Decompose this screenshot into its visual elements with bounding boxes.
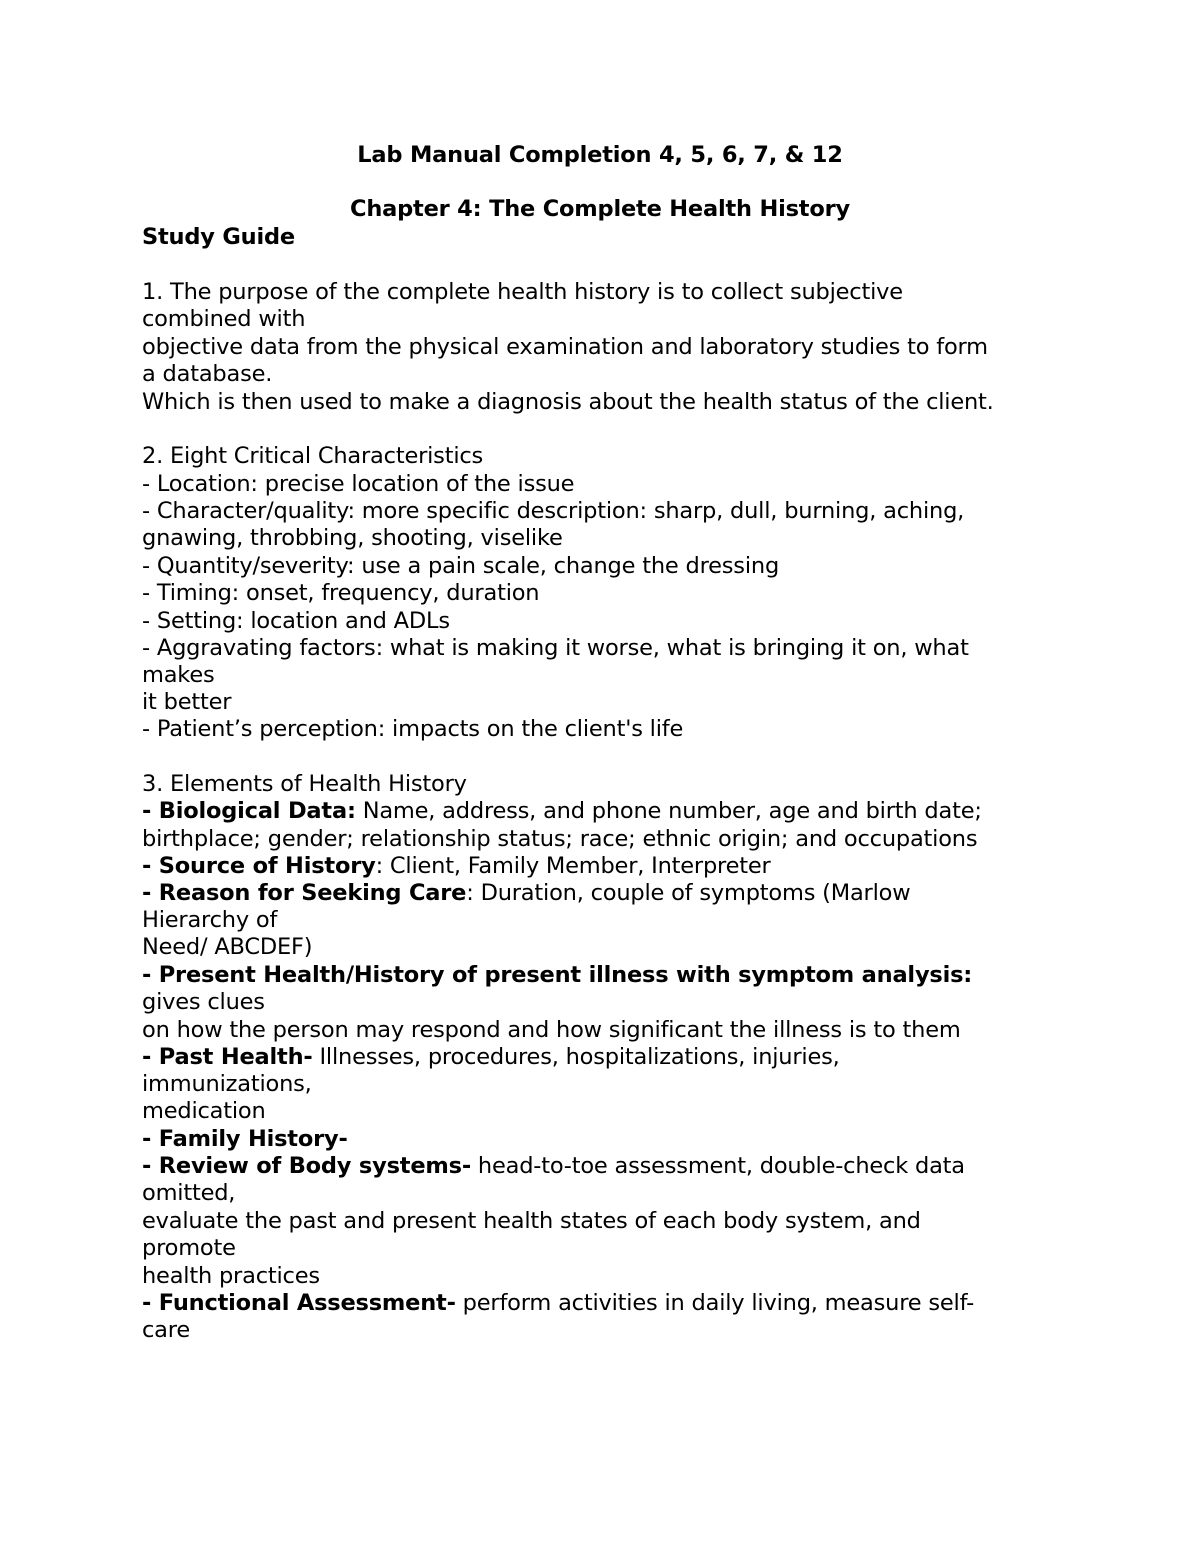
- characteristic-item: - Quantity/severity: use a pain scale, change the dressing: [142, 553, 780, 579]
- element-label: - Review of Body systems-: [142, 1153, 471, 1179]
- element-text: : Client, Family Member, Interpreter: [375, 853, 771, 879]
- study-guide-heading: Study Guide: [142, 224, 295, 250]
- element-text: head-to-toe assessment, double-check data: [470, 1153, 965, 1179]
- element-past-health: [142, 1044, 840, 1071]
- section1-line: Which is then used to make a diagnosis about the health status of the client.: [142, 389, 994, 415]
- element-text: perform activities in daily living, measure self-: [455, 1290, 974, 1316]
- section1-line: objective data from the physical examination and laboratory studies to form: [142, 334, 988, 360]
- element-functional-assessment: [142, 1290, 974, 1317]
- element-text: Name, address, and phone number, age and birth date;: [355, 798, 982, 824]
- element-text-line: Need/ ABCDEF): [142, 934, 313, 960]
- section1-line: combined with: [142, 306, 306, 332]
- characteristic-item: - Patient’s perception: impacts on the client's life: [142, 716, 684, 742]
- element-text: : Duration, couple of symptoms (Marlow: [466, 880, 911, 906]
- element-text-line: birthplace; gender; relationship status; race; ethnic origin; and occupations: [142, 826, 978, 852]
- document-title: Lab Manual Completion 4, 5, 6, 7, & 12: [357, 142, 843, 168]
- element-reason-for-care: [142, 880, 910, 907]
- element-label: - Past Health-: [142, 1044, 313, 1070]
- chapter-title: Chapter 4: The Complete Health History: [350, 196, 850, 222]
- element-text-line: omitted,: [142, 1180, 236, 1206]
- section3-heading: 3. Elements of Health History: [142, 771, 467, 797]
- element-text-line: health practices: [142, 1263, 320, 1289]
- characteristic-item: makes: [142, 662, 215, 688]
- characteristic-item: - Character/quality: more specific description: sharp, dull, burning, aching,: [142, 498, 965, 524]
- element-family-history: [142, 1126, 348, 1153]
- element-present-health: [142, 962, 972, 989]
- element-label: - Present Health/History of present illness with symptom analysis:: [142, 962, 973, 988]
- characteristic-item: - Timing: onset, frequency, duration: [142, 580, 540, 606]
- characteristic-item: - Location: precise location of the issue: [142, 471, 575, 497]
- element-text-line: medication: [142, 1098, 266, 1124]
- element-text-line: immunizations,: [142, 1071, 312, 1097]
- section1-line: a database.: [142, 361, 273, 387]
- section2-heading: 2. Eight Critical Characteristics: [142, 443, 484, 469]
- element-source-of-history: [142, 853, 771, 880]
- characteristic-item: gnawing, throbbing, shooting, viselike: [142, 525, 563, 551]
- element-label: - Source of History: [142, 853, 376, 879]
- element-label: - Functional Assessment-: [142, 1290, 456, 1316]
- element-label: - Family History-: [142, 1126, 348, 1152]
- element-review-systems: [142, 1153, 965, 1180]
- element-text-line: promote: [142, 1235, 236, 1261]
- characteristic-item: - Setting: location and ADLs: [142, 608, 450, 634]
- characteristic-item: it better: [142, 689, 232, 715]
- characteristic-item: - Aggravating factors: what is making it worse, what is bringing it on, what: [142, 635, 969, 661]
- section1-line: 1. The purpose of the complete health history is to collect subjective: [142, 279, 903, 305]
- element-text-line: evaluate the past and present health states of each body system, and: [142, 1208, 921, 1234]
- element-biological-data: [142, 798, 982, 825]
- element-label: - Biological Data:: [142, 798, 356, 824]
- element-label: - Reason for Seeking Care: [142, 880, 467, 906]
- element-text: Illnesses, procedures, hospitalizations, injuries,: [312, 1044, 840, 1070]
- element-text-line: on how the person may respond and how significant the illness is to them: [142, 1017, 961, 1043]
- element-text-line: gives clues: [142, 989, 265, 1015]
- element-text-line: Hierarchy of: [142, 907, 278, 933]
- element-text-line: care: [142, 1317, 190, 1343]
